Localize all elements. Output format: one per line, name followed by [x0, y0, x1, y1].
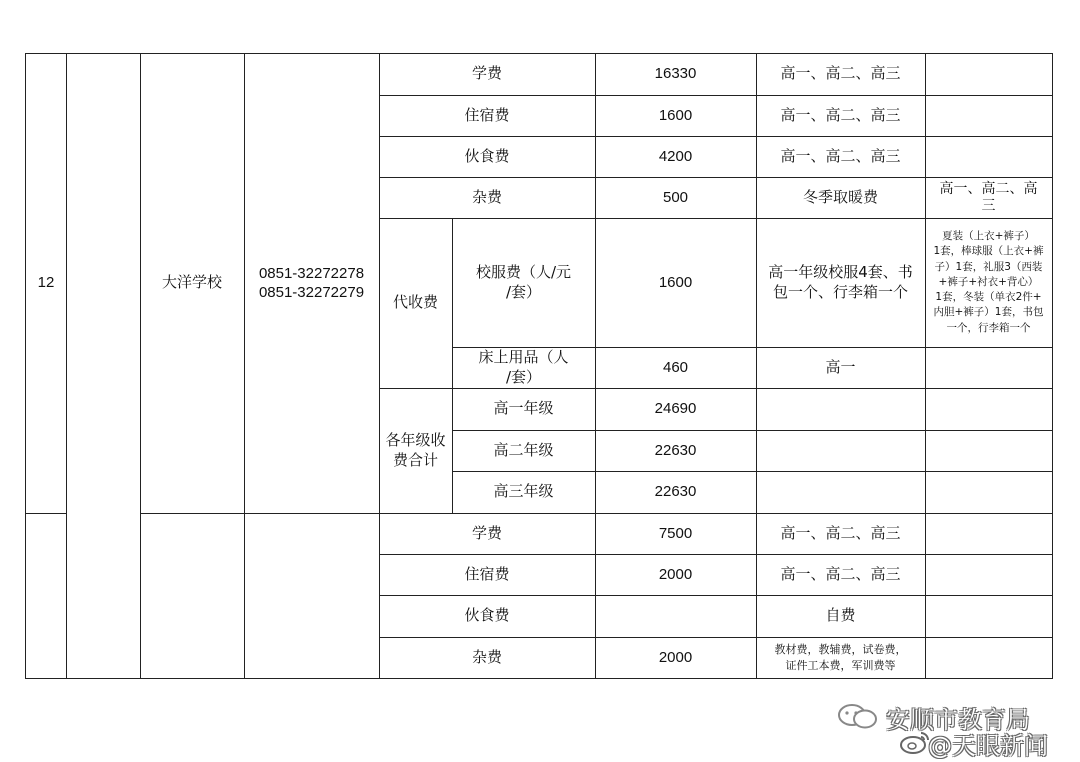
fee-extra-note: 高一、高二、高 三 [939, 180, 1038, 214]
fee-amount: 460 [662, 358, 689, 376]
grade-label: 高二年级 [493, 440, 554, 459]
fee-amount: 2000 [658, 648, 693, 666]
fee-item: 校服费（人/元 /套） [475, 263, 572, 301]
fee-item: 伙食费 [464, 146, 510, 165]
fee-amount: 500 [662, 188, 689, 206]
section-divider [25, 513, 67, 514]
fee-amount: 16330 [654, 65, 697, 83]
weibo-icon [898, 729, 932, 755]
fee-note: 高一、高二、高三 [780, 146, 901, 165]
fee-item: 床上用品（人 /套） [478, 348, 569, 386]
total-group-label: 各年级收 费合计 [385, 431, 446, 469]
wechat-icon [836, 702, 880, 730]
row-index: 12 [37, 274, 55, 292]
fee-note: 高一年级校服4套、书 包一个、行李箱一个 [768, 263, 913, 301]
table-border-bottom [25, 678, 1053, 679]
fee-note: 冬季取暖费 [802, 187, 878, 206]
grade-total: 22630 [654, 483, 697, 501]
col-divider [925, 53, 926, 679]
fee-note: 高一、高二、高三 [780, 105, 901, 124]
fee-item: 住宿费 [464, 105, 510, 124]
fee-item: 伙食费 [464, 606, 510, 625]
fee-amount: 4200 [658, 147, 693, 165]
fee-note: 高一、高二、高三 [780, 64, 901, 83]
fee-note: 教材费，教辅费，试卷费， 证件工本费，军训费等 [774, 642, 907, 672]
grade-label: 高一年级 [493, 399, 554, 418]
fee-item: 杂费 [471, 647, 502, 666]
grade-total: 24690 [654, 400, 697, 418]
watermark-source: @天眼新闻 [928, 732, 1048, 760]
fee-item: 学费 [471, 523, 502, 542]
fee-amount: 2000 [658, 565, 693, 583]
fee-amount: 1600 [658, 106, 693, 124]
fee-note: 高一、高二、高三 [780, 523, 901, 542]
fee-item: 学费 [471, 64, 502, 83]
fee-amount: 7500 [658, 524, 693, 542]
fee-amount: 1600 [658, 273, 693, 291]
table-border-right [1052, 53, 1053, 679]
collect-group-label: 代收费 [392, 293, 438, 312]
fee-amount [595, 595, 756, 637]
grade-label: 高三年级 [493, 482, 554, 501]
grade-total: 22630 [654, 441, 697, 459]
uniform-detail-note: 夏装（上衣+裤子） 1套，棒球服（上衣+裤 子）1套，礼服3（西装 +裤子+衬衣+背心） 1套，冬装（单衣2件+ 内胆+裤子）1套，书包 一个，行李箱一个 [933, 230, 1044, 334]
fee-note: 高一、高二、高三 [780, 564, 901, 583]
school-phone: 0851-32272278 0851-32272279 [258, 264, 365, 301]
fee-note: 自费 [825, 606, 856, 625]
fee-item: 杂费 [471, 187, 502, 206]
watermark-account: 安顺市教育局 [886, 706, 1030, 734]
fee-item: 住宿费 [464, 564, 510, 583]
school-name: 大洋学校 [161, 273, 222, 292]
fee-note: 高一 [825, 357, 856, 376]
